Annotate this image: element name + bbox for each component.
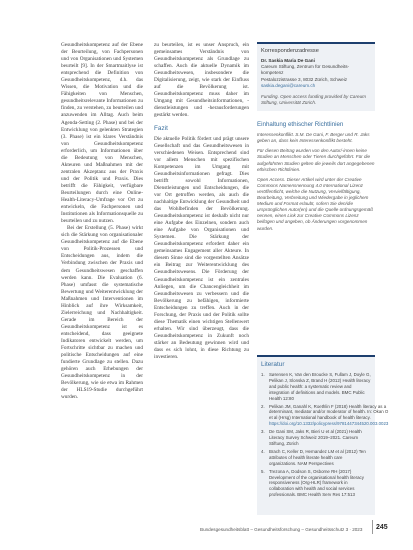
correspondence-line: Pestalozzistrasse 3, 8032 Zürich, Schweiz (261, 76, 348, 82)
correspondence-line: Careum Stiftung, Zentrum für Gesundheits- (261, 64, 350, 70)
correspondence-email-link[interactable]: saskia.degani@careum.ch (261, 82, 316, 88)
reference-number: 2. (261, 403, 265, 409)
body-paragraph: zu beurteilen, ist es unser Anspruch, ein gemeinsames Verständnis von Gesundheitskompetenz als Grundlage zu schaffen. Auch die aktuelle Dynamik im Gesundheitswesen, insbesondere die Digitalisierung, zeigt, wie stark der Einfluss auf die Bevölkerung ist. Gesundheitskompetenz muss daher im Umgang mit Gesundheitsinformationen, -dienstleistungen und -herausforderungen gestärkt werden. (154, 42, 249, 119)
correspondence-box (257, 42, 375, 111)
references-list (261, 372, 389, 498)
footer-divider (372, 520, 373, 534)
correspondence-line: kompetenz (261, 70, 284, 76)
ethics-statement: Für diesen Beitrag wurden von den Autor/-innen keine Studien an Menschen oder Tieren durchgeführt. Für die aufgeführten Studien gelten die jeweils dort angegebenen ethischen Richtlinien. (257, 148, 375, 172)
reference-item (261, 403, 389, 428)
ethics-heading: Einhaltung ethischer Richtlinien (257, 121, 344, 129)
funding-note: Funding. Open access funding provided by Careum Stiftung, Universität Zürich. (261, 94, 366, 106)
reference-link[interactable]: https://doi.org/10.1332/policypress/9781447344520.003.0023 (269, 421, 389, 427)
reference-text: Pelikan JM, Ganahl K, Roethlin F (2018) Health literacy as a determinant, mediator and/or moderator of health. In: Okan O et al (Hrsg) International handbook of health literacy. https://doi.org/10.1332/policypress/9781447344520.003.0023 (269, 403, 389, 427)
reference-text: Brach C, Keller D, Hernandez LM et al (2012) Ten attributes of health literate health care organizations. NAM Perspectives (269, 448, 366, 466)
side-rail (257, 42, 375, 236)
open-access-statement: Open Access. Dieser Artikel wird unter der Creative Commons Namensnennung 4.0 International Lizenz veröffentlicht, welche die Nutzung, Vervielfältigung, Bearbeitung, Verbreitung und Wiedergabe in jeglichem Medium und Format erlaubt, sofern Sie den/die ursprünglichen Autor(en) und die Quelle ordnungsgemäß nennen, einen Link zur Creative Commons Lizenz beifügen und angeben, ob Änderungen vorgenommen wurden. (257, 176, 374, 231)
reference-text: Trezona A, Dodson S, Osborne RH (2017) Development of the organisational health literacy responsiveness (Org-HLR) framework in collaboration with health and social services professionals. BMC Health Serv Res 17:513 (269, 468, 364, 498)
reference-item (261, 429, 371, 447)
reference-number: 3. (261, 429, 265, 435)
section-heading-fazit: Fazit (154, 124, 168, 132)
reference-number: 5. (261, 468, 265, 474)
reference-text: De Gani SM, Jaks R, Bieri U et al (2021) Health Literacy Survey Schweiz 2019–2021. Careum Stiftung, Zürich (269, 429, 362, 446)
references-heading: Literatur (261, 361, 285, 368)
body-column-left (61, 42, 143, 401)
reference-item (261, 372, 371, 402)
journal-footer: Bundesgesundheitsblatt – Gesundheitsforschung – Gesundheitsschutz 3 · 2023 (200, 527, 363, 532)
body-paragraph: Die aktuelle Politik fördert und prägt unsere Gesellschaft und das Gesundheitswesen in verschiedenen Weisen. Entsprechend sind vor allem Menschen mit spezifischen Kompetenzen im Umgang mit Gesundheitsinformationen gefragt. Dies betrifft sowohl Informationen, Dienstleistungen und Entscheidungen, die vor Ort getroffen werden, als auch die nachhaltige Entwicklung der Gesundheit und das Wohlbefinden der Bevölkerung. Gesundheitskompetenz ist deshalb nicht nur eine Aufgabe des Einzelnen, sondern auch eine Aufgabe von Organisationen und Systemen. Die Stärkung der Gesundheitskompetenz erfordert daher ein gemeinsames Engagement aller Akteure. In diesem Sinne sind die vorgestellten Ansätze ein Beitrag zur Weiterentwicklung des Gesundheitswesens. Die Förderung der Gesundheitskompetenz ist ein zentrales Anliegen, um die Chancengleichheit im Gesundheitswesen zu verbessern und die Bevölkerung zu befähigen, informierte Entscheidungen zu treffen. Auch in der Forschung, der Praxis und der Politik sollte diese Thematik einen wichtigen Stellenwert erhalten. Wir sind überzeugt, dass die Gesundheitskompetenz in Zukunft noch stärker an Bedeutung gewinnen wird und dass es sich lohnt, in diese Richtung zu investieren. (154, 135, 249, 361)
page-number: 245 (376, 524, 388, 531)
reference-item (261, 469, 371, 499)
conflict-of-interest: Interessenkonflikt. S.M. De Gani, F. Berger und R. Jaks geben an, dass kein Interessenkonflikt besteht. (257, 132, 370, 144)
reference-number: 4. (261, 448, 265, 454)
body-paragraph: Gesundheitskompetenz auf der Ebene der Beurteilung, von Fachpersonen und von Organisationen und Systemen beurteilt [9]. In der Smartmaitlyse ist entsprechend die Definition von Gesundheitskompetenz, d.h. das Wissen, die Motivation und die Fähigkeiten von Menschen, gesundheitsrelevante Informationen zu finden, zu verstehen, zu beurteilen und anzuwenden im Alltag. Auch beim Agenda-Setting (2. Phase) und bei der Entwicklung von gelenkten Strategien (3. Phase) ist ein klares Verständnis von Gesundheitskompetenz erforderlich, um Informationen über die Bedeutung von Menschen, Akteuren und Maßnahmen mit der zentralen Akzeptanz aus der Praxis und der Politik und Praxis. Dies betrifft die Fähigkeit, verfügbare Beurteilungen durch eine Online-Health-Literacy-Umfrage vor Ort zu entwickeln, die Fachpersonen und Institutionen als Informationsquelle zu beurteilen und zu nutzen. (61, 42, 143, 225)
references-box (257, 355, 389, 515)
correspondence-title: Korrespondenzadresse (261, 48, 319, 54)
correspondence-name: Dr. Saskia Maria De Gani (261, 58, 315, 63)
body-paragraph: Bei der Erstellung (5. Phase) wirkt sich die Stärkung von organisationaler Gesundheitskompetenz auf die Ebene von Politik-Prozessen und Entscheidungen aus, indem die Verbindung zwischen der Praxis und dem Gesundheitswesen geschaffen werden kann. Die Evaluation (6. Phase) umfasst die systematische Bewertung und Weiterentwicklung der Maßnahmen und Interventionen im Hinblick auf ihre Wirksamkeit, Zielerreichung und Nachhaltigkeit. Gerade im Bereich der Gesundheitskompetenz ist es entscheidend, dass geeignete Indikatoren entwickelt werden, um Fortschritte sichtbar zu machen und politische Entscheidungen auf eine fundierte Grundlage zu stellen. Dazu gehören auch Erhebungen der Gesundheitskompetenz in der Bevölkerung, wie sie etwa im Rahmen der HLS19-Studie durchgeführt wurden. (61, 225, 143, 401)
reference-item (261, 449, 371, 467)
ethics-section (257, 121, 375, 231)
reference-number: 1. (261, 372, 265, 377)
body-column-middle (154, 42, 249, 361)
reference-text: Sørensen K, Van den Broucke S, Fullam J, Doyle G, Pelikan J, Slonska Z, Brand H (2012) Health literacy and public health: a systematic review and integration of definitions and models. BMC Public Health 12:80 (269, 372, 371, 401)
